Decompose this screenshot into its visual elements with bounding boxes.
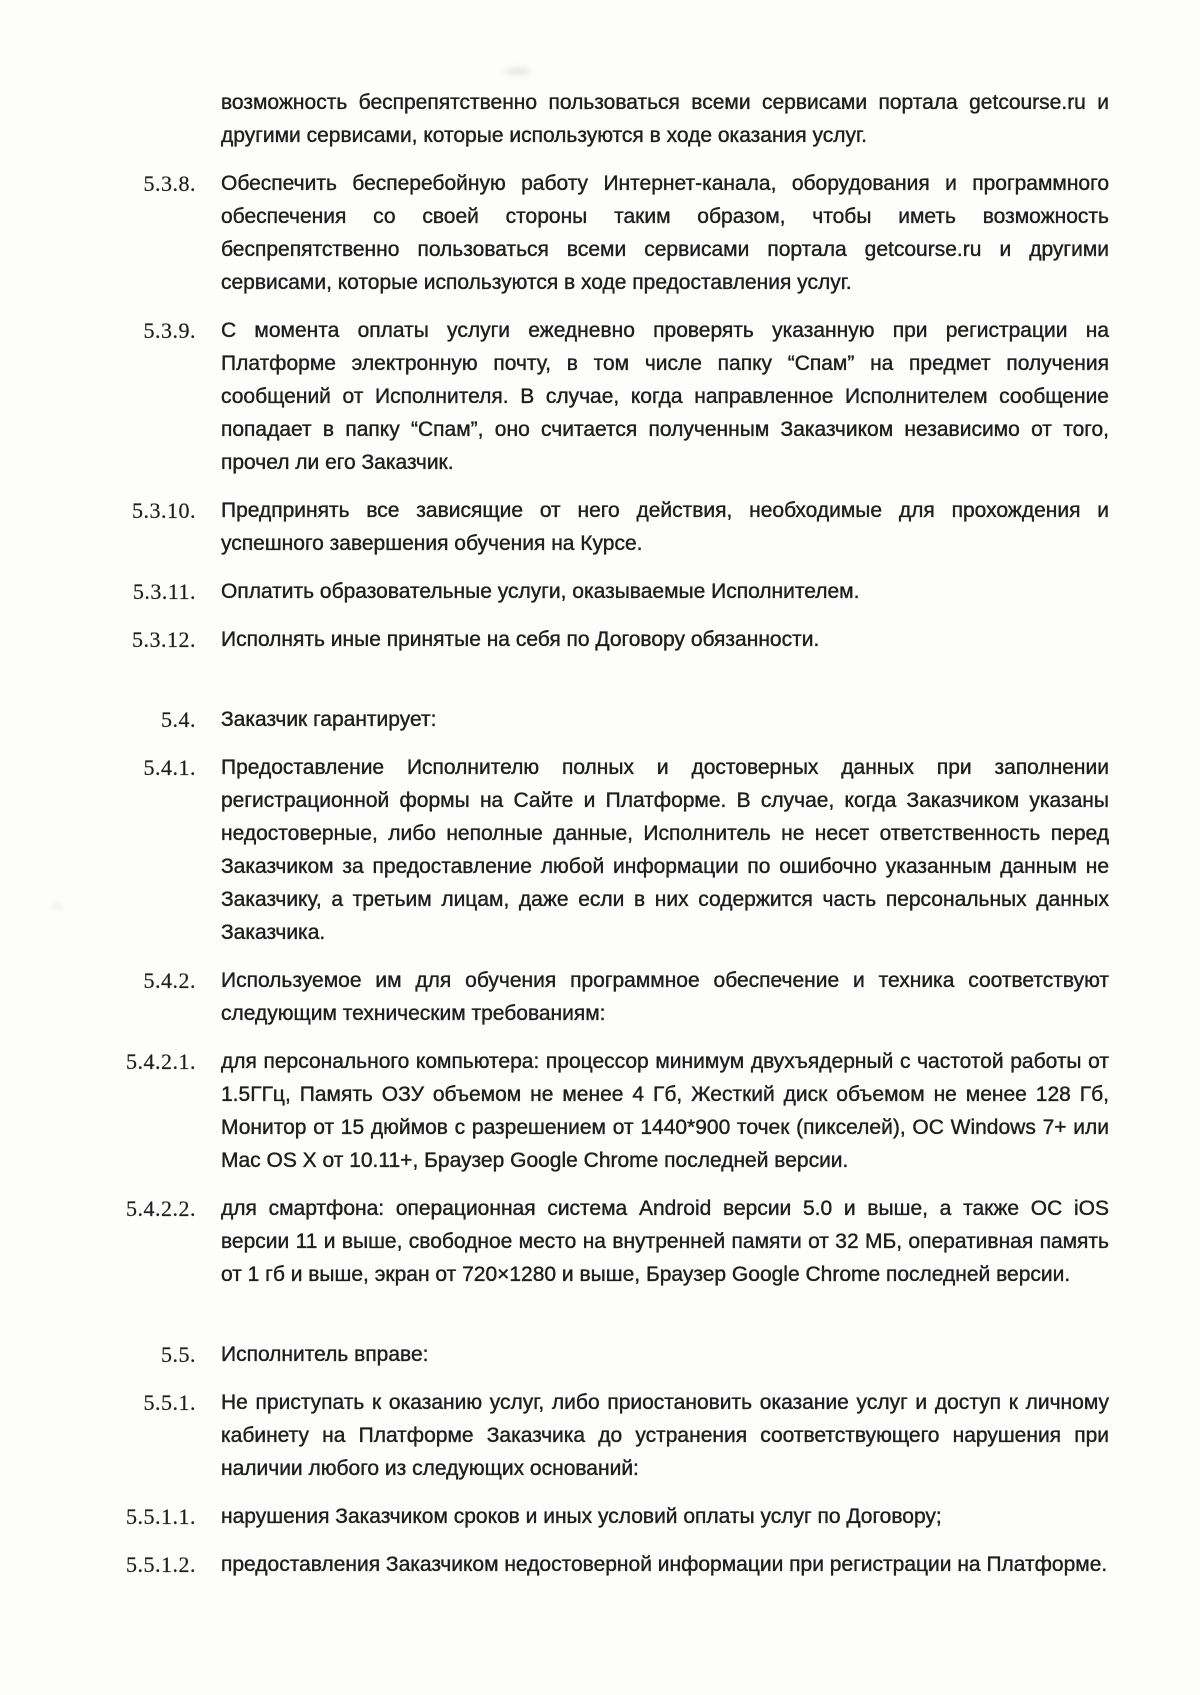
clause-text: для персонального компьютера: процессор минимум двухъядерный с частотой работы от 1.5ГГц, Память ОЗУ объемом не менее 4 Гб, Жесткий диск объемом не менее 128 Гб, Монитор от 15 дюймов с разрешением от 1440*900 точек (пикселей), ОС Windows 7+ или Mac OS X от 10.11+, Браузер Google Chrome последней версии. xyxy=(221,1050,1109,1172)
clause-5-3-8 xyxy=(0,167,1200,299)
clause-text: нарушения Заказчиком сроков и иных условий оплаты услуг по Договору; xyxy=(221,1505,942,1528)
clause-5-3-10 xyxy=(0,494,1200,560)
clause-number: 5.5.1.1. xyxy=(126,1504,196,1529)
clause-5-5-1 xyxy=(0,1386,1200,1485)
clause-text: Заказчик гарантирует: xyxy=(221,708,437,731)
clause-5-3-11 xyxy=(0,575,1200,608)
clause-text: Оплатить образовательные услуги, оказываемые Исполнителем. xyxy=(221,580,860,603)
clause-number: 5.5. xyxy=(161,1342,196,1367)
clause-text: для смартфона: операционная система Android версии 5.0 и выше, а также ОС iOS версии 11 и выше, свободное место на внутренней памяти от 32 МБ, оперативная память от 1 гб и выше, экран от 720×1280 и выше, Браузер Google Chrome последней версии. xyxy=(221,1197,1109,1286)
clause-number: 5.3.8. xyxy=(143,171,196,196)
section-heading-5-5 xyxy=(0,1338,1200,1371)
clause-text: Используемое им для обучения программное обеспечение и техника соответствуют следующим техническим требованиям: xyxy=(221,969,1109,1025)
clause-number: 5.4.2. xyxy=(143,968,196,993)
clause-text: Предпринять все зависящие от него действия, необходимые для прохождения и успешного завершения обучения на Курсе. xyxy=(221,499,1109,555)
clause-continuation xyxy=(0,86,1200,152)
clause-number: 5.3.10. xyxy=(132,498,196,523)
clause-5-4-1 xyxy=(0,751,1200,949)
clause-number: 5.4.1. xyxy=(143,755,196,780)
clause-number: 5.5.1. xyxy=(143,1390,196,1415)
clause-text: Не приступать к оказанию услуг, либо приостановить оказание услуг и доступ к личному кабинету на Платформе Заказчика до устранения соответствующего нарушения при наличии любого из следующих оснований: xyxy=(221,1391,1109,1480)
clause-5-4-2-2 xyxy=(0,1192,1200,1291)
clause-text: Обеспечить бесперебойную работу Интернет-канала, оборудования и программного обеспечения со своей стороны таким образом, чтобы иметь возможность беспрепятственно пользоваться всеми сервисами портала getcourse.ru и другими сервисами, которые используются в ходе предоставления услуг. xyxy=(221,172,1109,294)
clause-text: возможность беспрепятственно пользоваться всеми сервисами портала getcourse.ru и другими сервисами, которые используются в ходе оказания услуг. xyxy=(221,91,1109,147)
clause-text: Исполнять иные принятые на себя по Договору обязанности. xyxy=(221,628,820,651)
clause-5-4-2 xyxy=(0,964,1200,1030)
clause-number: 5.4.2.2. xyxy=(126,1196,196,1221)
section-heading-5-4 xyxy=(0,703,1200,736)
clause-number: 5.5.1.2. xyxy=(126,1552,196,1577)
clause-number: 5.3.12. xyxy=(132,627,196,652)
clause-number: 5.3.11. xyxy=(132,579,196,604)
clause-5-4-2-1 xyxy=(0,1045,1200,1177)
clause-number: 5.3.9. xyxy=(143,318,196,343)
clause-text: Исполнитель вправе: xyxy=(221,1343,429,1366)
scan-smudge xyxy=(505,68,531,75)
scan-smudge xyxy=(52,903,62,909)
clause-text: Предоставление Исполнителю полных и достоверных данных при заполнении регистрационной формы на Сайте и Платформе. В случае, когда Заказчиком указаны недостоверные, либо неполные данные, Исполнитель не несет ответственность перед Заказчиком за предоставление любой информации по ошибочно указанным данным не Заказчику, а третьим лицам, даже если в них содержится часть персональных данных Заказчика. xyxy=(221,756,1109,944)
clause-number: 5.4.2.1. xyxy=(126,1049,196,1074)
clause-text: предоставления Заказчиком недостоверной информации при регистрации на Платформе. xyxy=(221,1553,1108,1576)
clause-5-3-9 xyxy=(0,314,1200,479)
clause-5-5-1-1 xyxy=(0,1500,1200,1533)
clause-5-5-1-2 xyxy=(0,1548,1200,1581)
clause-5-3-12 xyxy=(0,623,1200,656)
clause-number: 5.4. xyxy=(161,707,196,732)
clause-text: С момента оплаты услуги ежедневно проверять указанную при регистрации на Платформе электронную почту, в том числе папку “Спам” на предмет получения сообщений от Исполнителя. В случае, когда направленное Исполнителем сообщение попадает в папку “Спам”, оно считается полученным Заказчиком независимо от того, прочел ли его Заказчик. xyxy=(221,319,1109,474)
